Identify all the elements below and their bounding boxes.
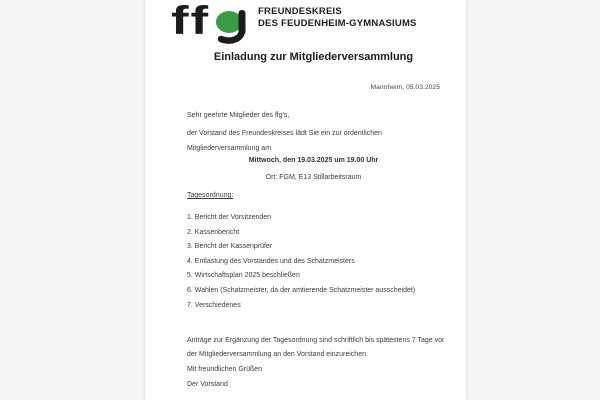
dateline: Mannheim, 05.03.2025 (370, 84, 440, 91)
org-name-line2: DES FEUDENHEIM-GYMNASIUMS (258, 18, 417, 29)
agenda-item: 3. Bericht der Kassenprüfer (187, 243, 273, 251)
logo-ff-letters: ff (171, 2, 211, 43)
agenda-list (187, 211, 415, 313)
intro-paragraph (187, 127, 382, 156)
meeting-datetime: Mittwoch, den 19.03.2025 um 19.00 Uhr (248, 157, 379, 164)
letter-body (185, 0, 445, 400)
note-line1: Anträge zur Ergänzung der Tagesordnung sind schriftlich bis spätestens 7 Tage vor (187, 337, 445, 344)
letter-title: Einladung zur Mitgliederversammlung (213, 51, 414, 63)
intro-line2: Mitgliederversammlung am (187, 144, 272, 152)
agenda-item: 1. Bericht der Vorsitzenden (187, 214, 272, 221)
letter-page (145, 0, 466, 400)
agenda-item: 4. Entlastung des Vorstandes und des Schatzmeisters (187, 257, 355, 265)
agenda-item: 2. Kassenbericht (187, 228, 240, 236)
agenda-item: 6. Wahlen (Schatzmeister, da der amtierende Schatzmeister ausscheidet) (187, 286, 416, 294)
signature: Der Vorstand (187, 381, 228, 388)
closing: Mit freundlichen Grüßen (187, 366, 263, 373)
note-paragraph (187, 334, 444, 361)
intro-line1: der Vorstand des Freundeskreises lädt Sie ein zur ordentlichen (187, 130, 382, 137)
meeting-location: Ort: FGM, E13 Stillarbeitsraum (265, 174, 362, 181)
agenda-item: 7. Verschiedenes (187, 301, 241, 309)
org-name-line1: FREUNDESKREIS (258, 6, 342, 17)
agenda-item: 5. Wirtschaftsplan 2025 beschließen (187, 272, 300, 280)
note-line2: der Mitgliederversammlung an den Vorstand einzureichen. (187, 350, 368, 358)
salutation: Sehr geehrte Mitglieder des ffg's, (187, 112, 290, 119)
agenda-heading: Tagesordnung: (187, 192, 234, 199)
